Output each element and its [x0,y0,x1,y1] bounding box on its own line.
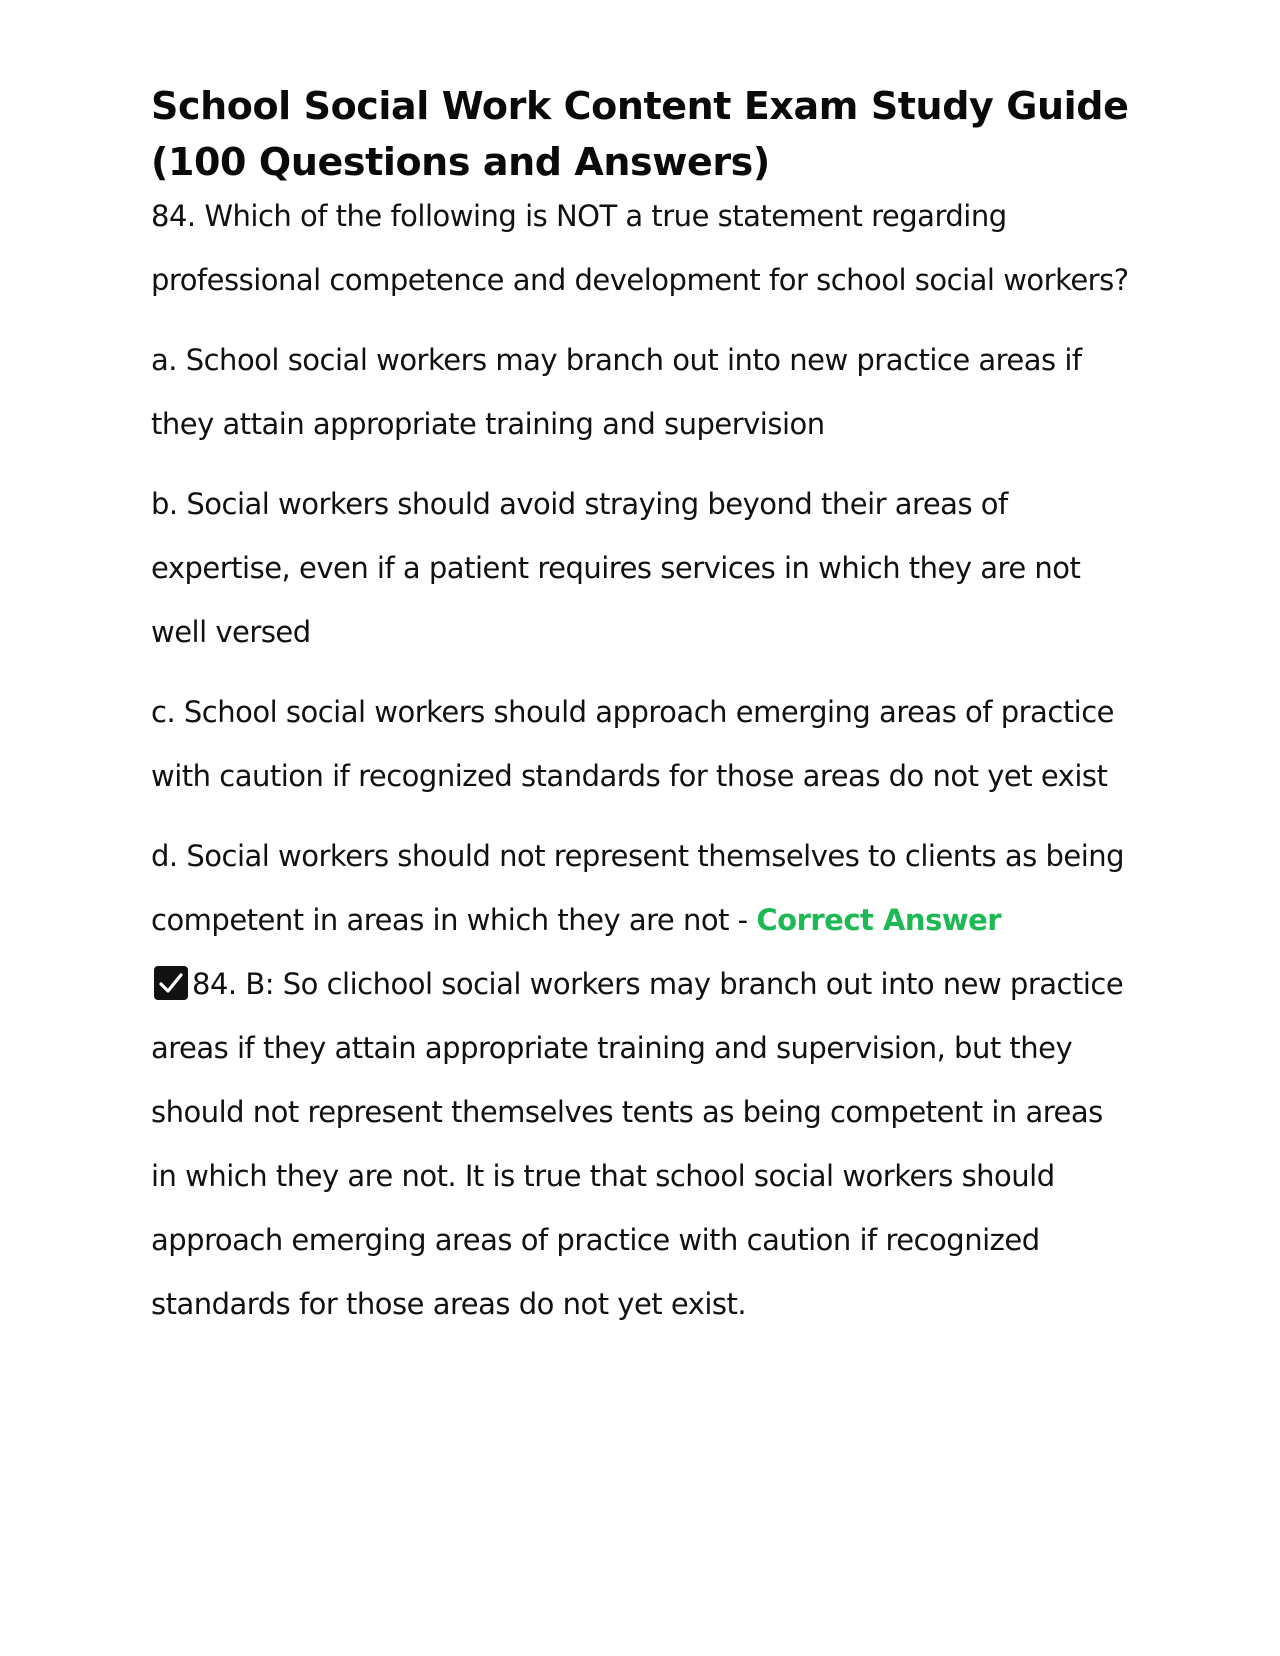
question-text: 84. Which of the following is NOT a true statement regarding professional competence and development for school social workers? [151,199,1129,297]
document-page [151,78,1136,1352]
document-title: School Social Work Content Exam Study Guide (100 Questions and Answers) [151,84,1129,184]
option-d-with-answer [151,824,1136,1336]
correct-answer-label: Correct Answer [756,903,1002,937]
answer-explanation: 84. B: So clichool social workers may branch out into new practice areas if they attain appropriate training and supervision, but they should not represent themselves tents as being competent in areas in which they are not. It is true that school social workers should approach emerging areas of practice with caution if recognized standards for those areas do not yet exist. [151,967,1124,1321]
option-c: c. School social workers should approach emerging areas of practice with caution if recognized standards for those areas do not yet exist [151,695,1114,793]
check-mark-icon [154,966,188,1000]
option-a: a. School social workers may branch out into new practice areas if they attain appropriate training and supervision [151,343,1082,441]
option-b: b. Social workers should avoid straying beyond their areas of expertise, even if a patient requires services in which they are not well versed [151,487,1081,649]
option-d: d. Social workers should not represent themselves to clients as being competent in areas in which they are not - [151,839,1125,937]
